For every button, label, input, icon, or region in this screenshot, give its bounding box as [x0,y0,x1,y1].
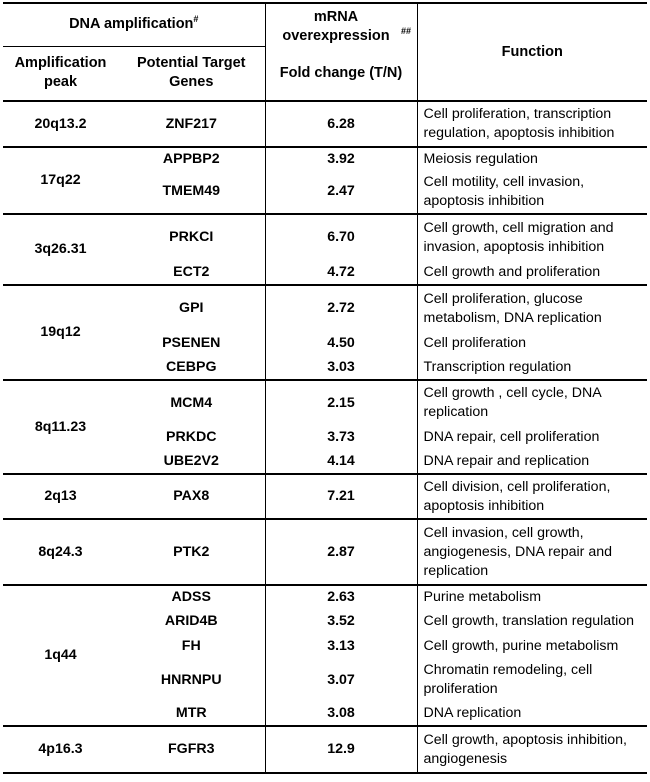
fold-change-cell: 3.13 [265,634,417,658]
function-cell: Cell motility, cell invasion, apoptosis inhibition [417,170,647,214]
fold-change-cell: 3.52 [265,609,417,634]
fold-change-cell: 2.72 [265,285,417,331]
table-header [3,3,647,101]
gene-cell: TMEM49 [162,183,221,199]
fold-change-cell: 7.21 [265,474,417,519]
table-row [3,519,647,585]
fold-change-cell: 4.50 [265,331,417,355]
amplification-peak-cell: 4p16.3 [3,726,118,773]
gene-cell: ECT2 [173,263,210,280]
amplification-peak-cell: 19q12 [3,285,118,380]
function-cell: DNA replication [417,702,647,726]
gene-cell: ARID4B [164,613,218,629]
table-row [3,585,647,609]
gene-cell: PSENEN [162,334,221,351]
fold-change-cell: 12.9 [265,726,417,773]
function-cell: DNA repair, cell proliferation [417,425,647,450]
potential-target-genes-header: Potential Target Genes [118,46,265,101]
function-cell: Meiosis regulation [417,147,647,170]
gene-cell: ADSS [118,585,265,609]
fold-change-cell: 3.07 [265,658,417,702]
amplification-peak-cell: 3q26.31 [3,214,118,285]
gene-cell: PTK2 [118,519,265,585]
table-body [3,101,647,773]
amplification-peak-cell: 20q13.2 [34,115,87,132]
function-cell: Purine metabolism [417,585,647,609]
function-cell: Chromatin remodeling, cell proliferation [417,658,647,702]
gene-cell: HNRNPU [160,671,222,688]
amplification-peak-cell: 8q24.3 [3,519,118,585]
function-cell: Cell division, cell proliferation, apoptosis inhibition [417,474,647,519]
gene-cell: CEBPG [166,358,217,375]
amplification-table [3,2,647,774]
gene-cell: FH [181,637,201,654]
function-cell: Cell proliferation [417,331,647,355]
function-cell: Cell growth, cell migration and invasion, apoptosis inhibition [417,214,647,260]
dna-amplification-label: DNA amplification [69,16,194,33]
function-header: Function [417,3,647,101]
fold-change-cell: 6.28 [265,101,417,147]
function-cell: Cell proliferation, glucose metabolism, DNA replication [417,285,647,331]
table-row [3,285,647,331]
fold-change-cell: 2.63 [265,585,417,609]
table-row [3,101,647,147]
gene-cell: FGFR3 [118,726,265,773]
gene-cell: ZNF217 [165,115,217,132]
fold-change-cell: 4.72 [265,260,417,285]
amplification-peak-cell: 17q22 [3,147,118,214]
table-row [3,380,647,425]
mrna-footnote-mark: ## [401,26,412,37]
function-cell: Cell proliferation, transcription regulation, apoptosis inhibition [417,101,647,147]
fold-change-cell: 3.03 [265,355,417,380]
gene-cell: GPI [118,285,265,331]
fold-change-cell: 2.47 [265,170,417,214]
gene-cell: APPBP2 [118,147,265,170]
amplification-peak-cell: 1q44 [3,585,118,726]
function-cell: Cell growth , cell cycle, DNA replication [417,380,647,425]
table-row [3,474,647,519]
amplification-peak-header: Amplification peak [3,46,118,101]
mrna-label: mRNA overexpression [282,9,390,44]
amplification-peak-cell: 2q13 [3,474,118,519]
function-cell: Cell growth, translation regulation [417,609,647,634]
fold-change-cell: 2.15 [265,380,417,425]
dna-footnote-mark: # [193,14,199,25]
dna-amplification-header [3,3,265,46]
function-cell: Cell growth, purine metabolism [417,634,647,658]
gene-cell: MCM4 [118,380,265,425]
function-cell: DNA repair and replication [417,450,647,474]
table-row [3,147,647,170]
fold-change-cell: 3.08 [265,702,417,726]
fold-change-cell: 6.70 [265,214,417,260]
table-row [3,726,647,773]
amplification-peak-cell: 8q11.23 [3,380,118,474]
function-cell: Transcription regulation [417,355,647,380]
function-cell: Cell growth, apoptosis inhibition, angiogenesis [417,726,647,773]
gene-cell: PRKDC [166,429,217,445]
fold-change-cell: 4.14 [265,450,417,474]
mrna-header [265,3,417,46]
fold-change-header: Fold change (T/N) [265,46,417,101]
fold-change-cell: 3.92 [265,147,417,170]
gene-cell: MTR [175,705,207,721]
table-row [3,214,647,260]
fold-change-cell: 2.87 [265,519,417,585]
function-cell: Cell growth and proliferation [417,260,647,285]
gene-cell: UBE2V2 [163,453,219,469]
gene-cell: PAX8 [118,474,265,519]
gene-cell: PRKCI [118,214,265,260]
fold-change-cell: 3.73 [265,425,417,450]
function-cell: Cell invasion, cell growth, angiogenesis, DNA repair and replication [417,519,647,585]
